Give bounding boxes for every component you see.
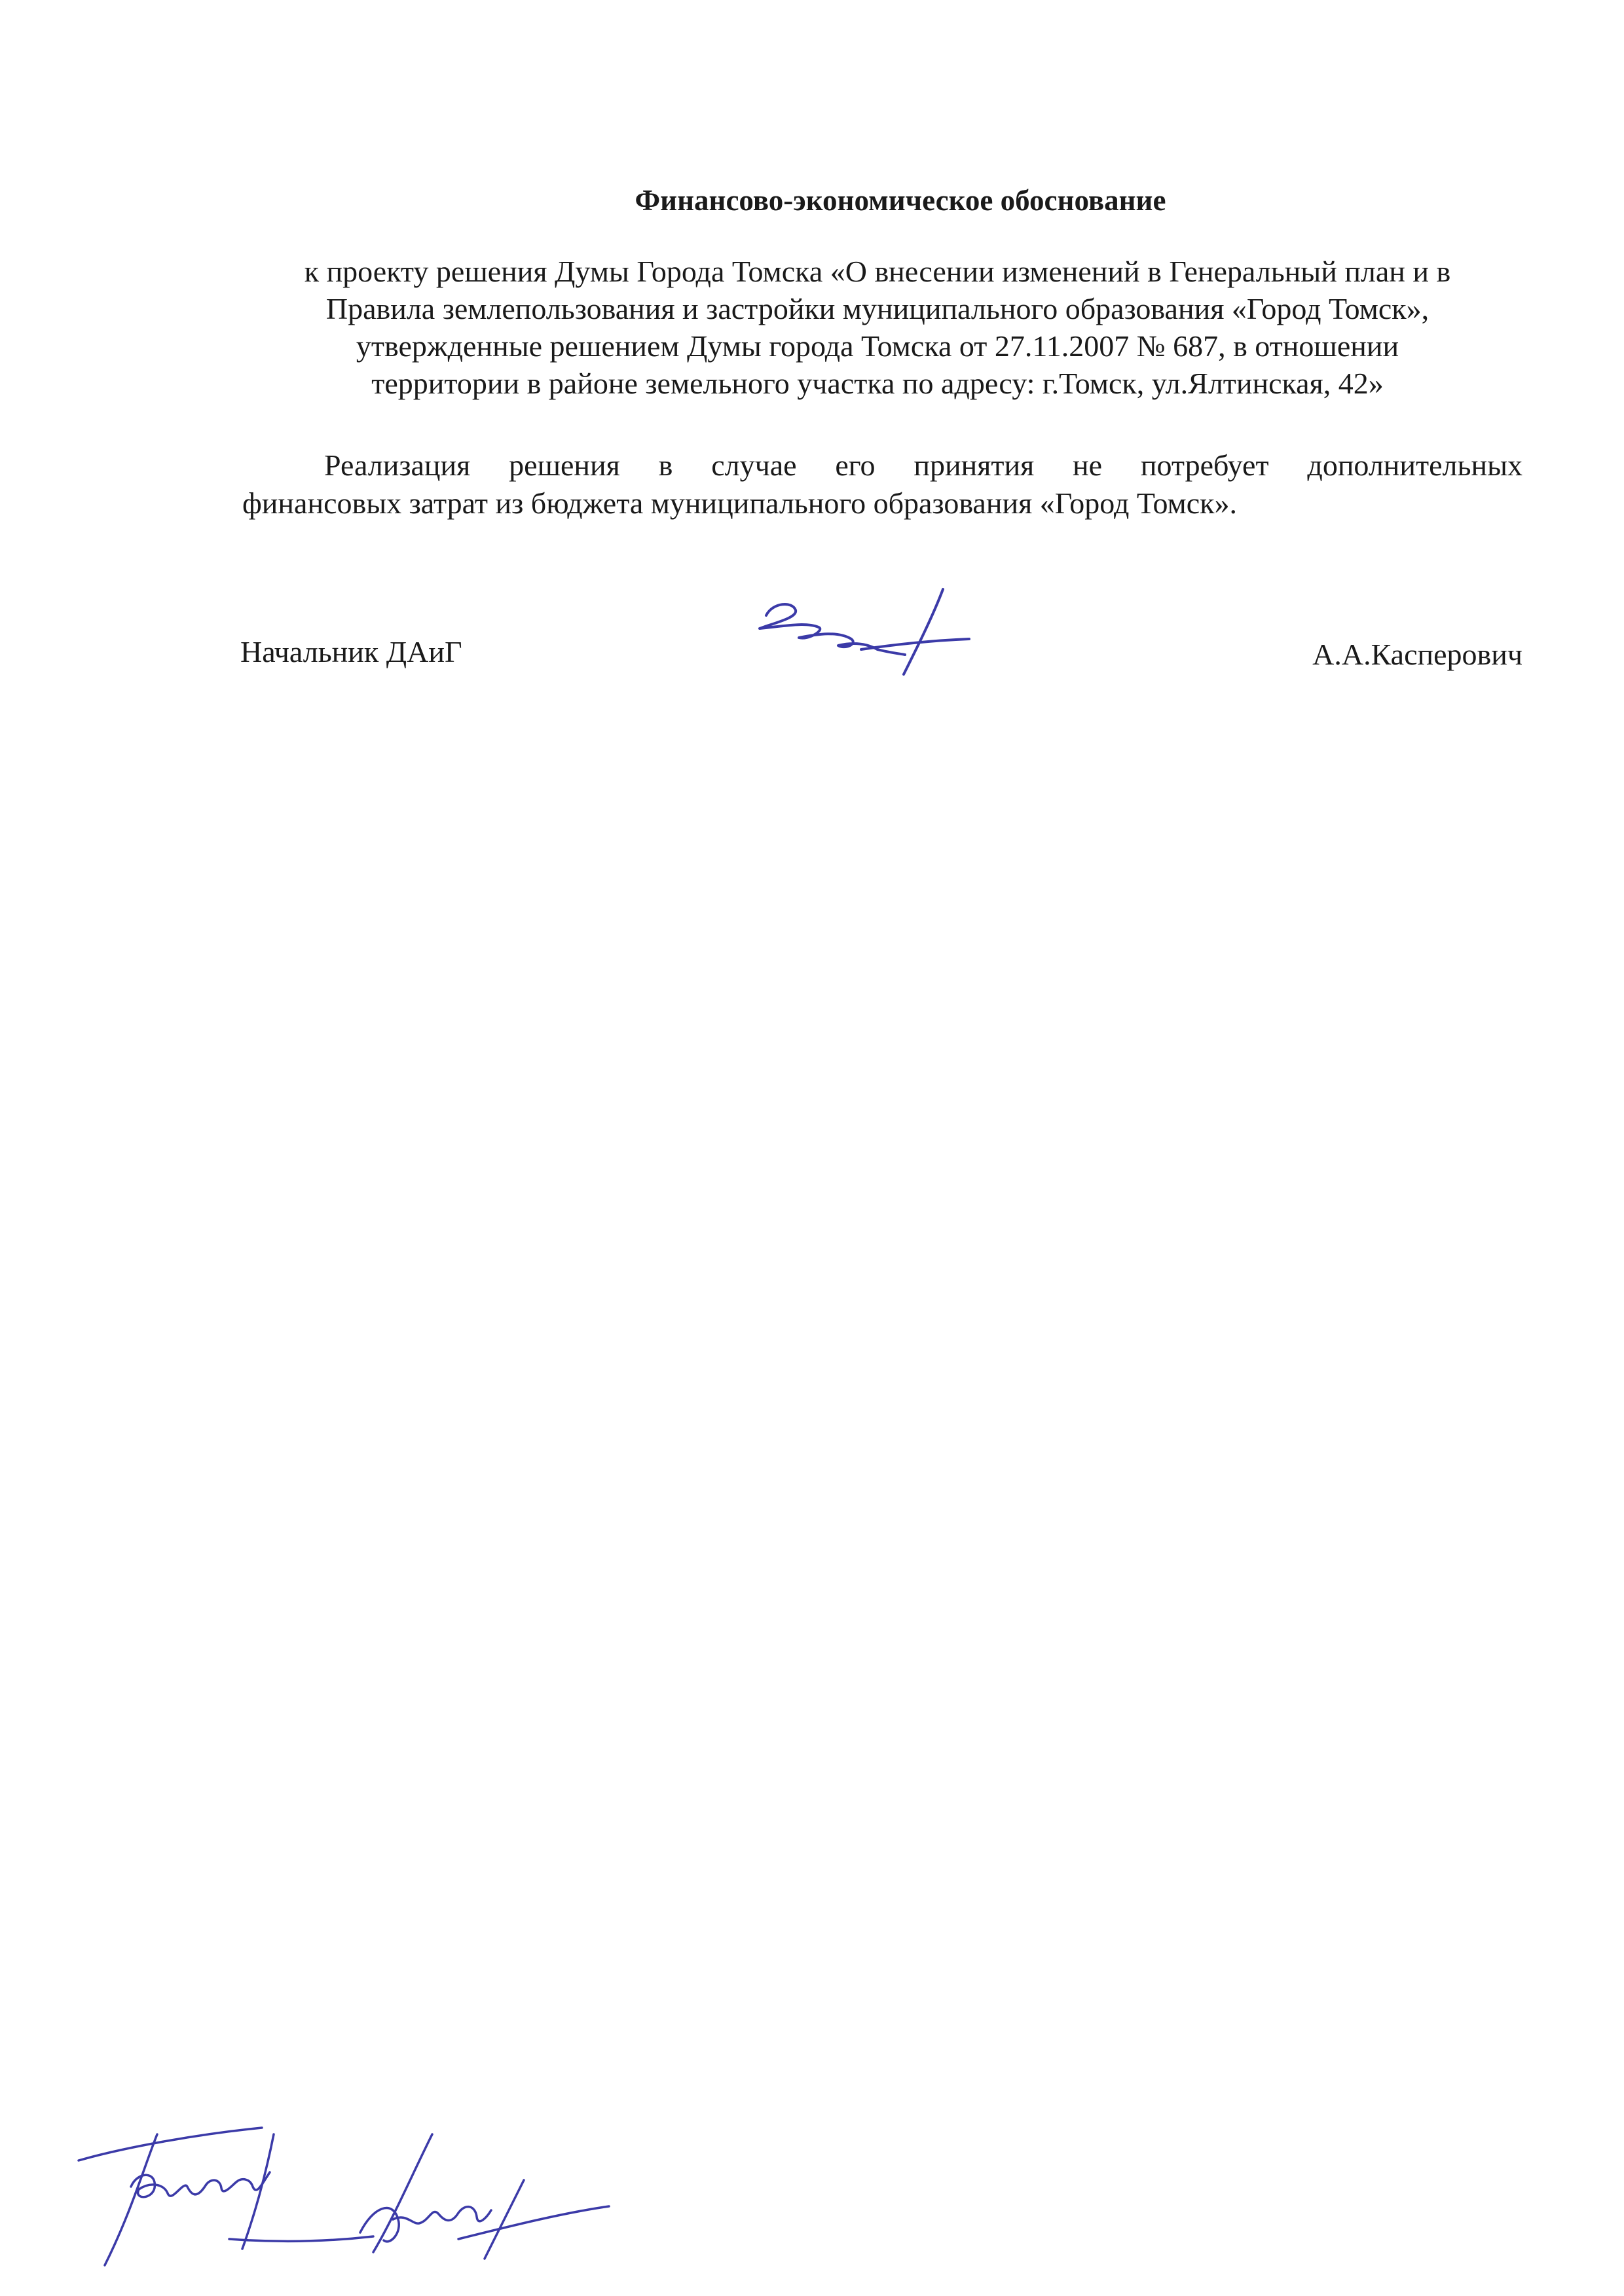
body-line: Реализация решения в случае его принятия не потребует дополнительных: [324, 448, 1522, 482]
signer-name: А.А.Касперович: [1312, 638, 1522, 671]
document-subject: [236, 253, 1519, 402]
subject-line: Правила землепользования и застройки муниципального образования «Город Томск»,: [325, 292, 1430, 325]
approval-signatures: [65, 2108, 616, 2285]
subject-line: утвержденные решением Думы города Томска от 27.11.2007 № 687, в отношении: [356, 329, 1399, 363]
signer-position: Начальник ДАиГ: [240, 635, 462, 668]
subject-line: территории в районе земельного участка по адресу: г.Томск, ул.Ялтинская, 42»: [371, 367, 1384, 400]
body-line: финансовых затрат из бюджета муниципального образования «Город Томск».: [242, 486, 1238, 520]
document-title: Финансово-экономическое обоснование: [635, 184, 1166, 217]
subject-line: к проекту решения Думы Города Томска «О внесении изменений в Генеральный план и в: [304, 255, 1451, 288]
body-paragraph: [242, 446, 1522, 522]
handwritten-signature: [747, 576, 982, 687]
